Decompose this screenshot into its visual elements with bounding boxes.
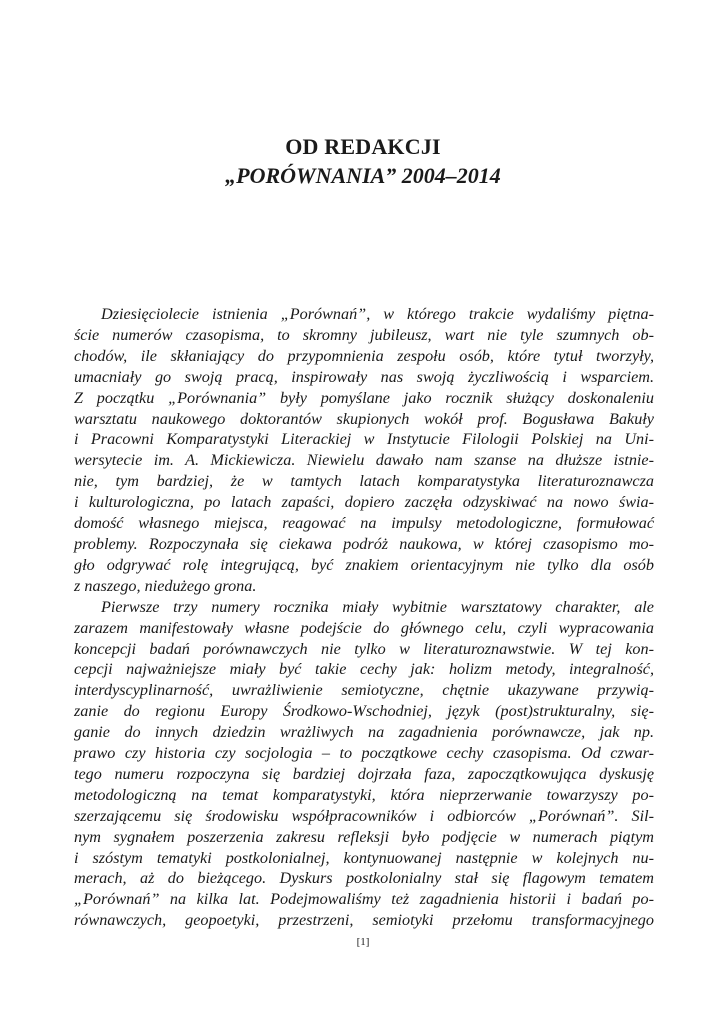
text-line: szerzającemu się środowisku współpracowników i odbiorców „Porównań”. Sil- [74, 806, 654, 825]
text-line: „Porównań” na kilka lat. Podejmowaliśmy też zagadnienia historii i badań po- [74, 890, 654, 909]
text-line: i szóstym tematyki postkolonialnej, kontynuowanej następnie w kolejnych nu- [74, 848, 654, 867]
editorial-body [74, 304, 654, 931]
page-number: [1] [356, 936, 370, 948]
text-line: i kulturologiczna, po latach zapaści, dopiero zaczęła odzyskiwać na nowo świa- [74, 493, 654, 512]
text-line: wersytecie im. A. Mickiewicza. Niewielu dawało nam szanse na dłuższe istnie- [74, 451, 654, 470]
text-line: umacniały go swoją pracą, inspirowały nas swoją życzliwością i wsparciem. [74, 367, 654, 386]
text-line: chodów, ile skłaniający do przypomnienia zespołu osób, które tytuł tworzyły, [74, 346, 654, 365]
text-line: zarazem manifestowały własne podejście do głównego celu, czyli wypracowania [74, 618, 654, 637]
page-title [0, 133, 726, 191]
text-line: zanie do regionu Europy Środkowo-Wschodniej, język (post)strukturalny, się- [74, 702, 654, 721]
text-line: gło odgrywać rolę integrującą, być znakiem orientacyjnym nie tylko dla osób [74, 555, 654, 574]
text-line: prawo czy historia czy socjologia – to początkowe cechy czasopisma. Od czwar- [74, 744, 654, 763]
text-line: tego numeru rozpoczyna się bardziej dojrzała faza, zapoczątkowująca dyskusję [74, 764, 654, 783]
text-line: i Pracowni Komparatystyki Literackiej w Instytucie Filologii Polskiej na Uni- [74, 430, 654, 449]
title-line-2: „PORÓWNANIA” 2004–2014 [225, 163, 501, 188]
text-line: Z początku „Porównania” były pomyślane jako rocznik służący doskonaleniu [74, 388, 654, 407]
text-line: cepcji najważniejsze miały być takie cechy jak: holizm metody, integralność, [74, 660, 654, 679]
text-line: Dziesięciolecie istnienia „Porównań”, w którego trakcie wydaliśmy piętna- [101, 305, 654, 323]
title-line-1: OD REDAKCJI [285, 134, 441, 159]
text-line: ganie do innych dziedzin wrażliwych na zagadnienia porównawcze, jak np. [74, 723, 654, 742]
text-line: domość własnego miejsca, reagować na impulsy metodologiczne, formułować [74, 514, 654, 533]
text-line: problemy. Rozpoczynała się ciekawa podróż naukowa, w której czasopismo mo- [74, 534, 654, 553]
text-line: ście numerów czasopisma, to skromny jubileusz, wart nie tyle szumnych ob- [74, 325, 654, 344]
text-line: równawczych, geopoetyki, przestrzeni, semiotyki przełomu transformacyjnego [74, 911, 654, 930]
text-line: metodologiczną na temat komparatystyki, która nieprzerwanie towarzyszy po- [74, 785, 654, 804]
text-line: nie, tym bardziej, że w tamtych latach komparatystyka literaturoznawcza [74, 472, 654, 491]
text-line: merach, aż do bieżącego. Dyskurs postkolonialny stał się flagowym tematem [74, 869, 654, 888]
text-line: koncepcji badań porównawczych nie tylko w literaturoznawstwie. W tej kon- [74, 639, 654, 658]
text-line: Pierwsze trzy numery rocznika miały wybitnie warsztatowy charakter, ale [101, 597, 654, 616]
text-line: interdyscyplinarność, uwrażliwienie semiotyczne, chętnie ukazywane przywią- [74, 681, 654, 700]
text-line: z naszego, niedużego grona. [74, 576, 257, 595]
text-line: nym sygnałem poszerzenia zakresu refleksji było podjęcie w numerach piątym [74, 827, 654, 846]
text-line: warsztatu naukowego doktorantów skupionych wokół prof. Bogusława Bakuły [74, 409, 654, 428]
